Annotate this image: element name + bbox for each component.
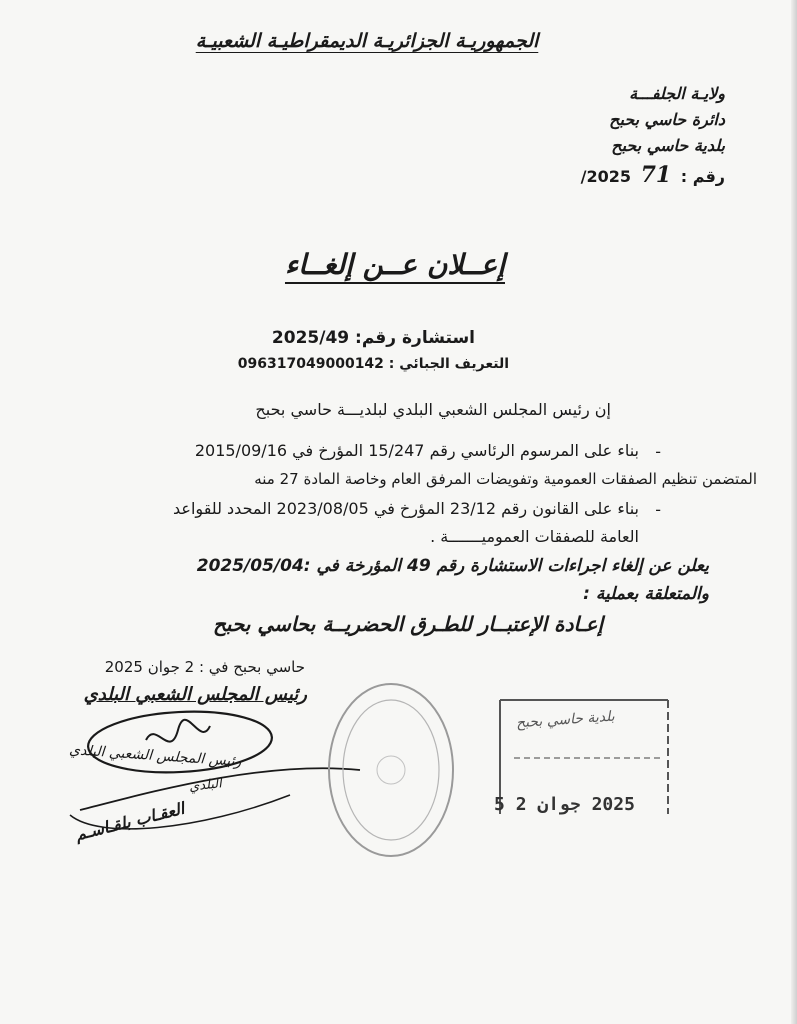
- bullet-2-line1: بناء على القانون رقم 23/12 المؤرخ في 2023/08/05 المحدد للقواعد: [173, 499, 639, 518]
- page-edge-shadow: [791, 0, 797, 1024]
- project-title: إعـادة الإعتبــار للطـرق الحضريــة بحاسي بحبح: [213, 612, 603, 636]
- bullet-1-line1: بناء على المرسوم الرئاسي رقم 15/247 المؤرخ في 2015/09/16: [194, 441, 639, 460]
- signature-name-line: رئيس المجلس الشعبي البلدي: [68, 742, 242, 770]
- bullet-1-line2: المتضمن تنظيم الصفقات العمومية وتفويضات المرفق العام وخاصة المادة 27 منه: [254, 470, 757, 488]
- place-date: حاسي بحبح في : 2 جوان 2025: [104, 658, 305, 676]
- reference-number: 71: [640, 162, 672, 188]
- bullet-2-line2: العامة للصفقات العموميـــــــة .: [430, 527, 639, 546]
- round-seal-icon: [316, 672, 466, 868]
- tax-id-line: [238, 356, 509, 372]
- republic-header: الجمهوريـة الجزائريـة الديمقراطيـة الشعبيـة: [195, 30, 539, 52]
- bullet-dash: -: [655, 442, 661, 461]
- document-title: إعــلان عــن إلغــاء: [284, 248, 505, 281]
- reference-year: 2025/: [580, 167, 632, 186]
- announcement-line2: والمتعلقة بعملية :: [583, 584, 709, 604]
- commune-label: بلدية حاسي بحبح: [611, 136, 725, 155]
- consultation-line: [272, 328, 475, 348]
- tax-id-label: التعريف الجبائي :: [388, 356, 509, 372]
- reference-line: [581, 162, 725, 188]
- tax-id-value: 096317049000142: [237, 356, 384, 372]
- intro-line: إن رئيس المجلس الشعبي البلدي لبلديـــة حاسي بحبح: [255, 400, 611, 419]
- signature-role: البلدي: [188, 776, 223, 795]
- consultation-label: استشارة رقم:: [355, 328, 475, 348]
- signatory-name: العقـاب بلقـاسـم: [72, 798, 186, 845]
- reference-label: رقم :: [680, 167, 725, 186]
- consultation-number: 2025/49: [271, 328, 350, 348]
- stamp-text: بلدية حاسي بحبح: [515, 708, 616, 732]
- wilaya-label: ولايـة الجلفـــة: [629, 84, 725, 103]
- bullet-dash: -: [655, 500, 661, 519]
- president-title: رئيس المجلس الشعبي البلدي: [83, 684, 307, 705]
- daira-label: دائرة حاسي بحبح: [609, 110, 725, 129]
- announcement-line1: يعلن عن إلغاء اجراءات الاستشارة رقم 49 المؤرخة في :2025/05/04: [196, 556, 709, 576]
- stamp-date: 2025 جوان 2 5: [494, 794, 635, 815]
